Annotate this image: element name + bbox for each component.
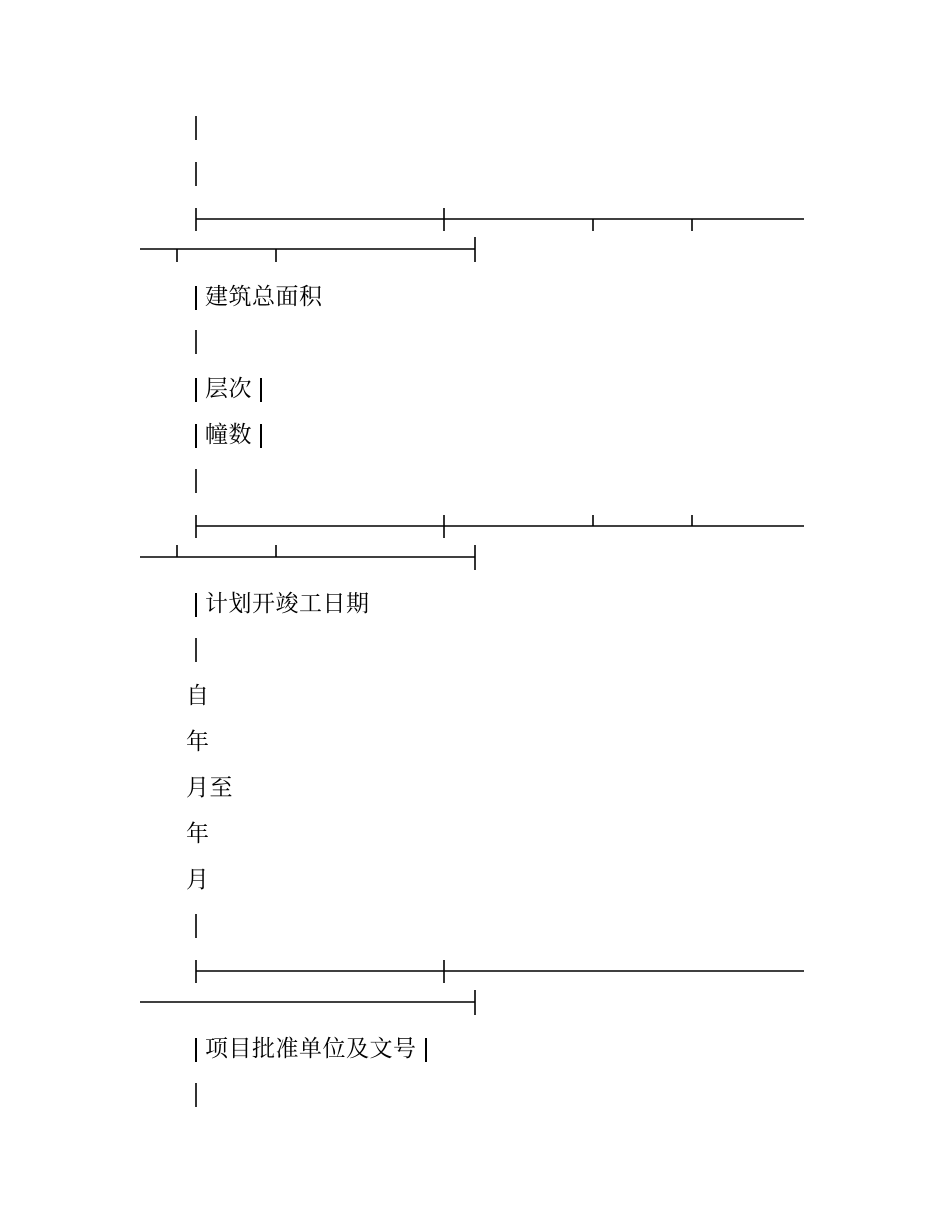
cell-border xyxy=(260,378,262,402)
floors-row xyxy=(186,374,270,404)
schedule-label: 计划开竣工日期 xyxy=(205,591,370,617)
cell-border xyxy=(260,424,262,448)
cell-border xyxy=(195,1038,197,1062)
floors-label: 层次 xyxy=(205,376,252,402)
schedule-row xyxy=(186,589,370,619)
building-count-label: 幢数 xyxy=(205,422,252,448)
cell-border xyxy=(195,593,197,617)
date-month-to: 月至 xyxy=(186,775,233,801)
approval-row xyxy=(186,1034,435,1064)
date-year-1: 年 xyxy=(186,729,210,755)
cell-border xyxy=(195,286,197,310)
building-area-label: 建筑总面积 xyxy=(205,284,323,310)
date-month-2: 月 xyxy=(186,867,210,893)
date-year-2: 年 xyxy=(186,821,210,847)
cell-border xyxy=(425,1038,427,1062)
cell-border xyxy=(195,424,197,448)
approval-label: 项目批准单位及文号 xyxy=(205,1036,417,1062)
building-area-row xyxy=(186,282,323,312)
building-count-row xyxy=(186,420,270,450)
cell-border xyxy=(195,378,197,402)
date-from: 自 xyxy=(186,683,210,709)
